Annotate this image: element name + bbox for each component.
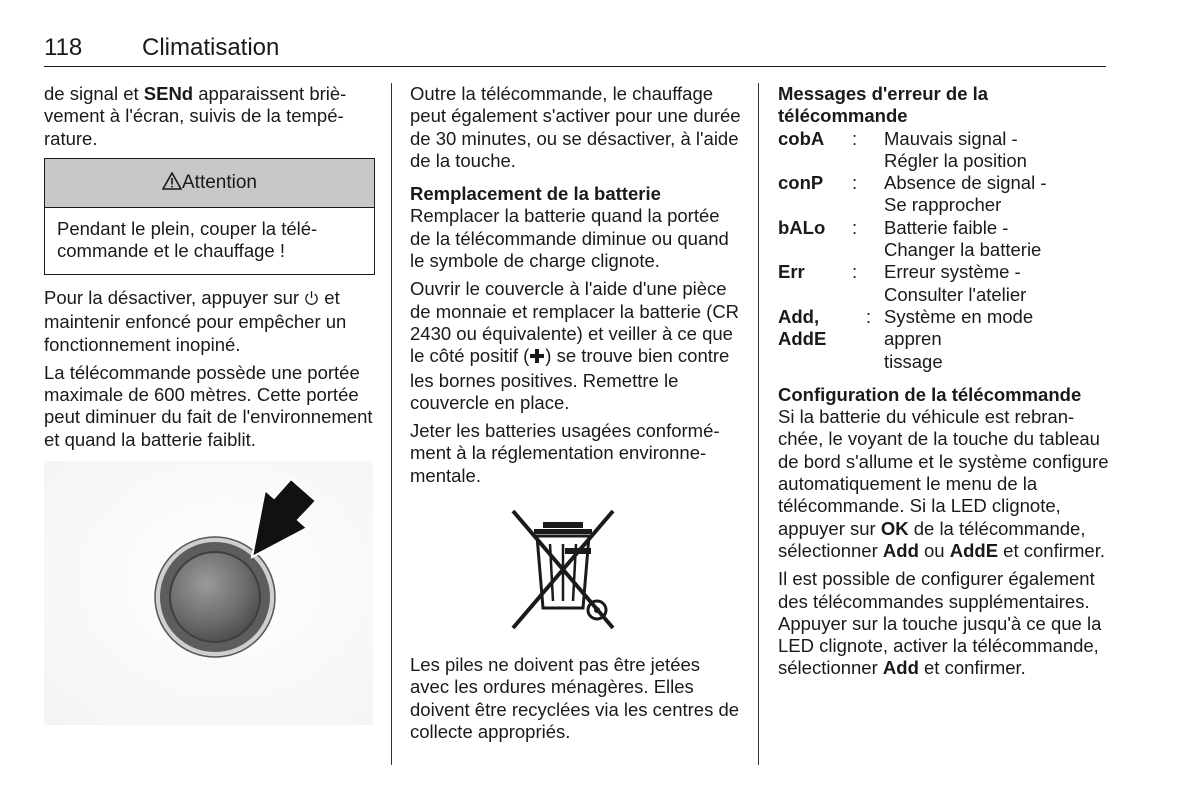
warning-title: Attention: [182, 172, 257, 193]
error-code: Add, AddE: [778, 305, 827, 350]
page-title: Climatisation: [142, 34, 280, 61]
table-row: conP : Absence de signal - Se rapprocher: [778, 172, 1096, 217]
column-2: [410, 83, 742, 487]
column-1-lower: [44, 287, 374, 451]
column-3: [778, 83, 1110, 680]
error-description: Système en mode appren tissage: [884, 305, 1034, 372]
error-code: conP: [778, 172, 824, 194]
paragraph: Les piles ne doivent pas être jetées avec les ordures ménagères. Elles doivent être recyclées via les centres de collecte appropriés.: [410, 654, 740, 742]
section-heading: Messages d'erreur de la télécommande: [778, 83, 989, 127]
paragraph: Jeter les batteries usagées conformément à la réglementation environnementale.: [410, 420, 720, 486]
table-row: bALo : Batterie faible - Changer la batterie: [778, 217, 1096, 262]
page-header: [44, 32, 1106, 67]
plus-terminal-icon: [529, 347, 545, 369]
error-description: Batterie faible - Changer la batterie: [884, 216, 1042, 261]
warning-header: [45, 159, 374, 208]
error-code: bALo: [778, 216, 826, 238]
error-message-table: [778, 128, 1096, 373]
table-row: cobA : Mauvais signal - Régler la position: [778, 128, 1096, 173]
section-heading: Configuration de la télécommande: [778, 383, 1082, 405]
crossed-out-bin-icon: [510, 508, 616, 638]
paragraph: Remplacer la batterie quand la portée de la télécommande diminue ou quand le symbole de charge clignote.: [410, 205, 729, 272]
table-row: Err : Erreur système - Consulter l'atelier: [778, 261, 1096, 306]
paragraph: Ouvrir le couvercle à l'aide d'une pièce de monnaie et remplacer la batterie (CR 2430 ou équivalente) et veiller à ce que le côté positif ( ) se trouve bien contre les bornes positives. Remettre le couvercle en place.: [410, 278, 740, 413]
column-divider: [391, 83, 392, 765]
error-code: cobA: [778, 127, 825, 149]
paragraph: Pour la désactiver, appuyer sur et maintenir enfoncé pour empêcher un fonctionnement inopiné.: [44, 287, 347, 355]
error-description: Mauvais signal - Régler la position: [884, 127, 1027, 171]
paragraph: Si la batterie du véhicule est rebranchée, le voyant de la touche du tableau de bord s'allume et le système configure automatiquement le menu de la télécommande. Si la LED clignote, appuyer sur OK de la télécommande, sélectionner Add ou AddE et confirmer.: [778, 406, 1109, 561]
warning-body: Pendant le plein, couper la télécommande et le chauffage !: [57, 218, 318, 262]
error-description: Erreur système - Consulter l'atelier: [884, 261, 1027, 305]
warning-triangle-icon: [162, 161, 182, 209]
remote-button-photo: [44, 461, 373, 725]
paragraph: Outre la télécommande, le chauffage peut également s'activer pour une durée de 30 minutes, ou se désactiver, à l'aide de la touche.: [410, 83, 741, 171]
page-number: 118: [44, 34, 83, 61]
column-divider: [758, 83, 759, 765]
warning-box: [44, 158, 375, 275]
display-code: SENd: [143, 83, 194, 104]
error-description: Absence de signal - Se rapprocher: [884, 172, 1047, 216]
paragraph: La télécommande possède une portée maximale de 600 mètres. Cette portée peut diminuer du fait de l'environnement et quand la batterie faiblit.: [44, 361, 373, 450]
section-heading: Remplacement de la batterie: [410, 183, 661, 205]
table-row: Add, AddE : Système en mode appren tissage: [778, 306, 1096, 373]
power-icon: [304, 289, 319, 311]
paragraph: de signal et SENd apparaissent brièvement à l'écran, suivis de la température.: [44, 83, 347, 149]
error-code: Err: [778, 261, 805, 283]
column-2-lower: [410, 654, 742, 743]
column-1: [44, 83, 374, 150]
paragraph: Il est possible de configurer également des télécommandes supplémentaires. Appuyer sur la touche jusqu'à ce que la LED clignote, activer la télécommande, sélectionner Add et confirmer.: [778, 568, 1102, 679]
